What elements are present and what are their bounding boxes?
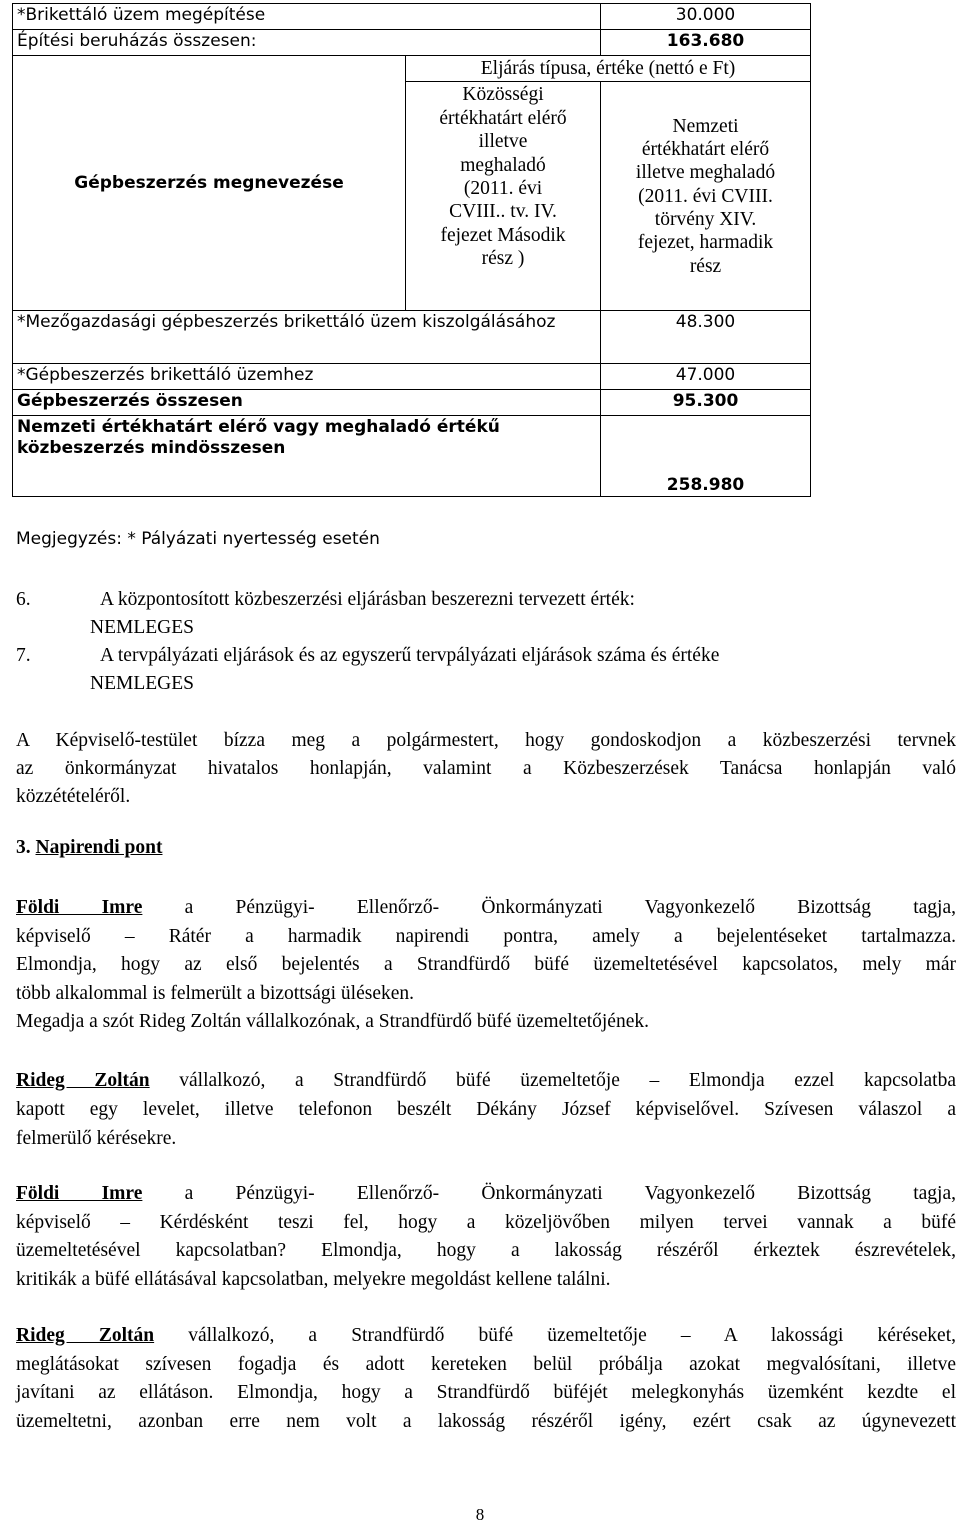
- header-line: törvény XIV.: [654, 209, 757, 231]
- speech-paragraph: [16, 1180, 956, 1294]
- list-number: 6.: [16, 589, 31, 610]
- speech-paragraph: [16, 1322, 956, 1436]
- table-row: [13, 416, 811, 497]
- table-cell-value: 163.680: [601, 30, 811, 56]
- header-line: rész: [689, 255, 722, 277]
- list-subtext: NEMLEGES: [90, 617, 194, 638]
- speaker-name: Rideg Zoltán: [16, 1325, 155, 1346]
- text-line: több alkalommal is felmerült a bizottsági üléseken.: [16, 982, 415, 1004]
- text-line: képviselő – Rátér a harmadik napirendi pontra, amely a bejelentéseket tartalmazza.: [16, 925, 956, 947]
- text-line: javítani az ellátáson. Elmondja, hogy a Strandfürdő büféjét melegkonyhás üzemként kezdte el: [16, 1382, 956, 1403]
- text-line: kapott egy levelet, illetve telefonon beszélt Dékány József képviselővel. Szívesen válaszol a: [16, 1099, 956, 1120]
- header-line: Közösségi: [462, 84, 544, 106]
- table-row: [13, 364, 811, 390]
- header-line: értékhatárt elérő: [641, 138, 770, 160]
- list-subtext: NEMLEGES: [90, 673, 194, 694]
- table-cell-label: *Mezőgazdasági gépbeszerzés brikettáló üzem kiszolgálásához: [13, 311, 601, 364]
- speaker-name: Rideg Zoltán: [16, 1070, 150, 1091]
- total-value-cell: 258.980: [601, 416, 811, 497]
- text-line: felmerülő kérésekre.: [16, 1128, 177, 1149]
- text-fragment: a Pénzügyi- Ellenőrző- Önkormányzati Vagyonkezelő Bizottság tagja,: [142, 897, 956, 918]
- table-cell-value: 30.000: [601, 4, 811, 30]
- table-cell-value: 95.300: [601, 390, 811, 416]
- header-line: illetve meghaladó: [635, 162, 776, 184]
- text-fragment: vállalkozó, a Strandfürdő büfé üzemeltetője – Elmondja ezzel kapcsolatba: [149, 1070, 957, 1091]
- text-line: Elmondja, hogy az első bejelentés a Strandfürdő büfé üzemeltetésével kapcsolatos, mely már: [16, 954, 956, 975]
- list-number: 7.: [16, 645, 31, 666]
- header-line: fejezet, harmadik: [637, 232, 774, 254]
- table-cell-label: Építési beruházás összesen:: [13, 30, 601, 56]
- list-text: A tervpályázati eljárások és az egyszerű tervpályázati eljárások száma és értéke: [100, 645, 720, 666]
- table-note: Megjegyzés: * Pályázati nyertesség esetén: [16, 529, 380, 549]
- table-cell-label: Gépbeszerzés összesen: [13, 390, 601, 416]
- text-fragment: a Pénzügyi- Ellenőrző- Önkormányzati Vagyonkezelő Bizottság tagja,: [142, 1183, 956, 1204]
- text-line: Megadja a szót Rideg Zoltán vállalkozónak, a Strandfürdő büfé üzemeltetőjének.: [16, 1011, 649, 1032]
- header-line: meghaladó: [460, 154, 546, 176]
- speaker-name: Földi Imre: [16, 897, 143, 918]
- header-line: fejezet Második: [440, 224, 566, 246]
- community-threshold-cell: [406, 82, 601, 311]
- text-line: meglátásokat szívesen fogadja és adott kereteken belül próbálja azokat megvalósítani, illetve: [16, 1353, 956, 1375]
- page-number: 8: [475, 1505, 485, 1524]
- text-line: kritikák a büfé ellátásával kapcsolatban, melyekre megoldást kellene találni.: [16, 1268, 611, 1290]
- header-line: Nemzeti: [672, 115, 739, 137]
- table-cell-value: 48.300: [601, 311, 811, 364]
- table-row: [13, 390, 811, 416]
- agenda-number: 3.: [16, 837, 31, 858]
- speaker-name: Földi Imre: [16, 1183, 143, 1204]
- table-row: [13, 4, 811, 30]
- header-line: értékhatárt elérő: [439, 107, 567, 129]
- list-text: A központosított közbeszerzési eljárásban beszerezni tervezett érték:: [100, 589, 635, 610]
- agenda-heading: [16, 836, 956, 859]
- header-line: (2011. évi: [463, 177, 543, 199]
- national-threshold-cell: [601, 82, 811, 311]
- text-line: képviselő – Kérdésként teszi fel, hogy a közeljövőben milyen tervei vannak a büfé: [16, 1211, 956, 1233]
- text-line: üzemeltetésével kapcsolatban? Elmondja, hogy a lakosság részéről érkeztek észrevételek,: [16, 1240, 956, 1261]
- procurement-table: [12, 3, 811, 497]
- total-label-cell: Nemzeti értékhatárt elérő vagy meghaladó értékű közbeszerzés mindösszesen: [13, 416, 601, 497]
- header-line: illetve: [478, 131, 528, 153]
- table-row: [13, 30, 811, 56]
- machine-header-cell: Gépbeszerzés megnevezése: [13, 56, 406, 311]
- text-line: A Képviselő-testület bízza meg a polgármestert, hogy gondoskodjon a közbeszerzési tervnek: [16, 730, 956, 751]
- text-line: közzétételéről.: [16, 786, 131, 807]
- agenda-title: Napirendi pont: [35, 837, 163, 858]
- header-line: rész ): [481, 248, 525, 270]
- table-cell-label: *Gépbeszerzés brikettáló üzemhez: [13, 364, 601, 390]
- header-line: CVIII.. tv. IV.: [449, 201, 557, 223]
- text-line: az önkormányzat hivatalos honlapján, valamint a Közbeszerzések Tanácsa honlapján való: [16, 758, 956, 779]
- table-cell-label: *Brikettáló üzem megépítése: [13, 4, 601, 30]
- resolution-paragraph: [16, 727, 956, 811]
- table-row: [13, 311, 811, 364]
- table-cell-value: 47.000: [601, 364, 811, 390]
- header-line: (2011. évi CVIII.: [638, 185, 773, 207]
- text-fragment: vállalkozó, a Strandfürdő büfé üzemeltetője – A lakossági kéréseket,: [154, 1325, 956, 1346]
- speech-paragraph: [16, 1066, 956, 1153]
- text-line: üzemeltetni, azonban erre nem volt a lakosság részéről igény, ezért csak az úgynevezett: [16, 1410, 956, 1432]
- speech-paragraph: [16, 894, 956, 1037]
- procedure-header-cell: Eljárás típusa, értéke (nettó e Ft): [406, 56, 811, 82]
- table-row: [13, 56, 811, 82]
